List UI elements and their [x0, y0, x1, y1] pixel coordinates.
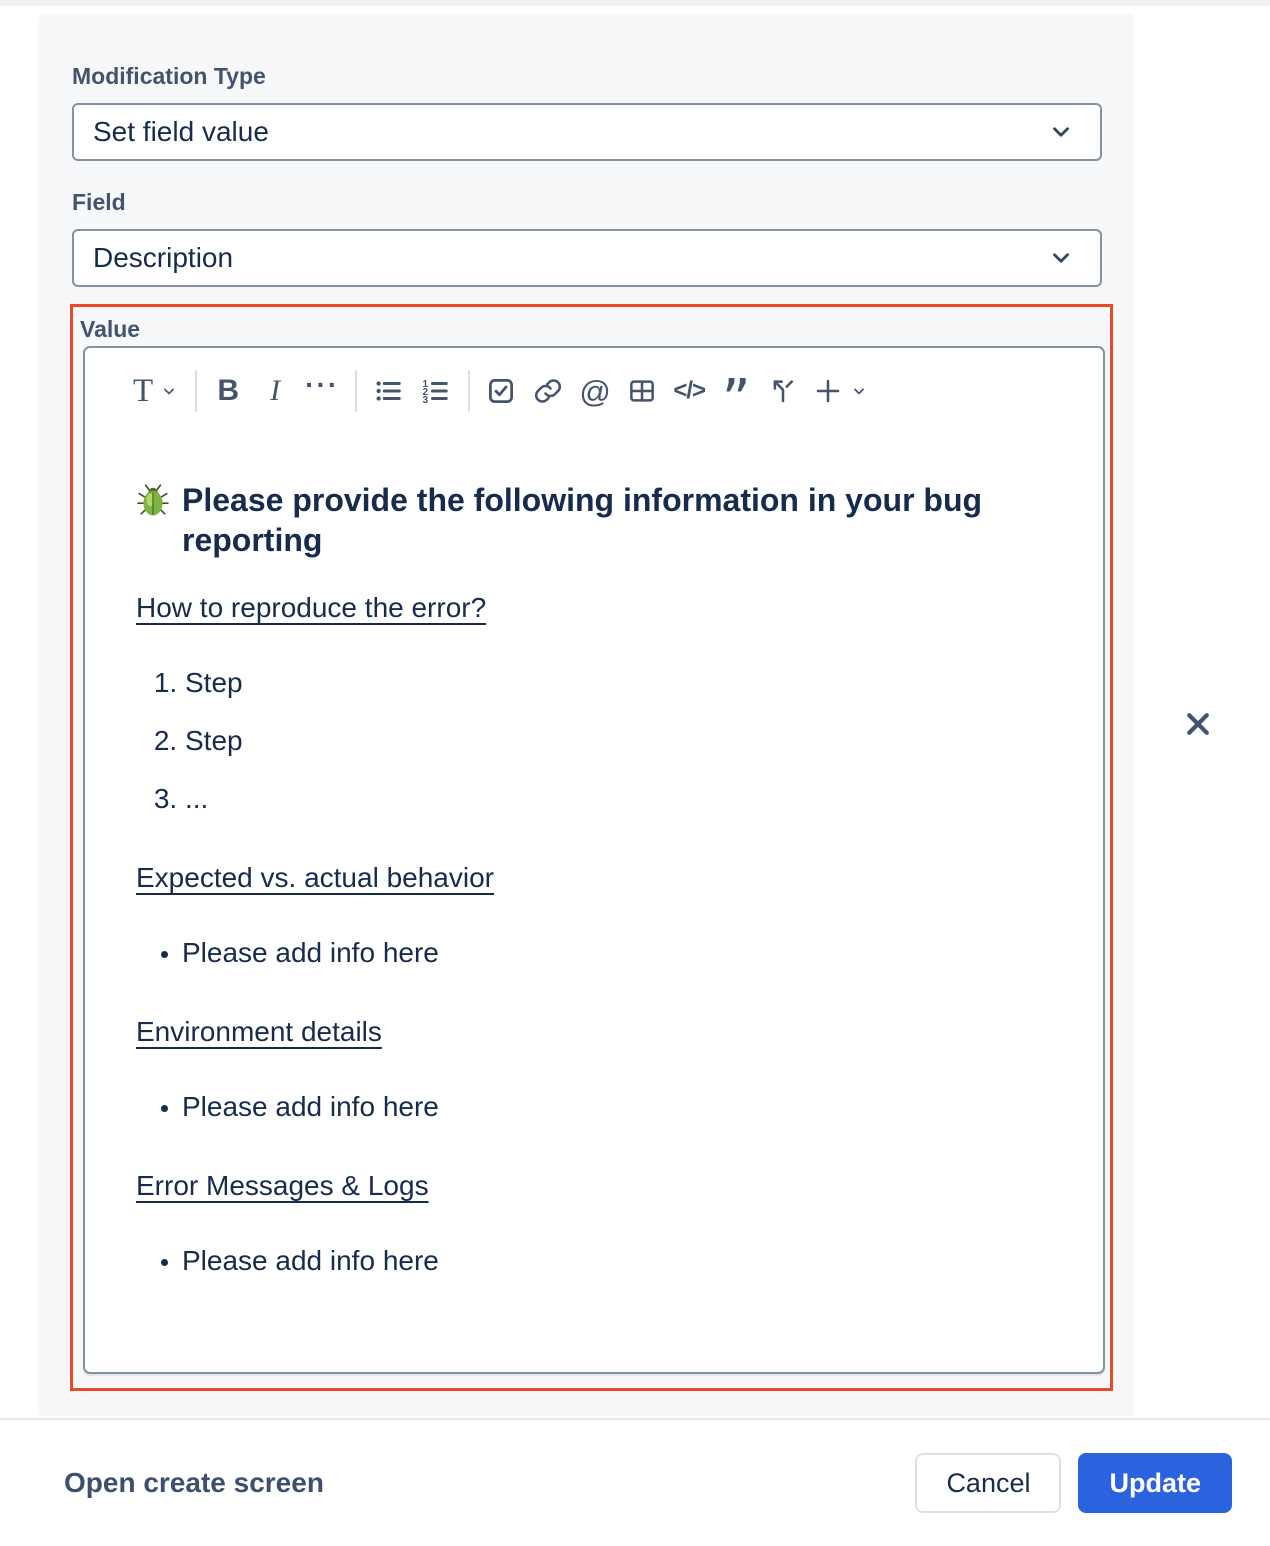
modification-type-select[interactable]: [72, 103, 1102, 161]
toolbar-divider: [195, 370, 197, 412]
text-style-icon: T: [133, 372, 154, 409]
chevron-down-icon: [159, 381, 179, 401]
editor-content-area[interactable]: [85, 414, 1103, 1278]
mention-icon: @: [579, 373, 611, 409]
editor-heading-text: Please provide the following information in your bug reporting: [182, 482, 983, 558]
bold-icon: B: [217, 374, 239, 407]
svg-text:2: 2: [422, 386, 429, 398]
editor-toolbar: [85, 348, 1103, 433]
list-item: • Please add info here: [182, 936, 1057, 970]
link-icon: [533, 376, 563, 406]
bullet-list-button[interactable]: [371, 370, 405, 412]
table-icon: [627, 376, 657, 406]
modification-type-value: Set field value: [93, 116, 269, 147]
bullet-list-icon: [373, 376, 403, 406]
editor-heading: [136, 480, 1036, 560]
insert-more-button[interactable]: [813, 370, 869, 412]
quote-button[interactable]: [719, 367, 753, 433]
list-item: • Please add info here: [182, 1090, 1057, 1124]
list-item: 3. ...: [185, 782, 1057, 816]
decision-button[interactable]: [766, 370, 800, 412]
bug-emoji-icon: [136, 483, 170, 563]
decision-icon: [768, 376, 798, 406]
update-button[interactable]: Update: [1078, 1453, 1232, 1513]
top-divider: [0, 0, 1270, 6]
italic-icon: I: [270, 374, 281, 407]
numbered-list-button[interactable]: [418, 370, 452, 412]
ordered-list: [136, 666, 1057, 816]
modification-type-label: Modification Type: [72, 63, 266, 89]
italic-button[interactable]: [258, 370, 292, 412]
section-title: Error Messages & Logs: [136, 1170, 429, 1201]
more-formatting-icon: ···: [305, 369, 340, 400]
section-title: Environment details: [136, 1016, 382, 1047]
link-button[interactable]: [531, 370, 565, 412]
plus-icon: [813, 376, 843, 406]
code-icon: </>: [673, 377, 706, 404]
quote-icon: ”: [721, 367, 751, 433]
section-title: How to reproduce the error?: [136, 592, 487, 623]
section-title: Expected vs. actual behavior: [136, 862, 494, 893]
field-select[interactable]: [72, 229, 1102, 287]
chevron-down-icon: [849, 381, 869, 401]
bullet-list: [136, 1090, 1057, 1124]
list-item: 1. Step: [185, 666, 1057, 700]
bold-button[interactable]: [211, 370, 245, 412]
text-style-button[interactable]: [133, 370, 179, 412]
list-item: • Please add info here: [182, 1244, 1057, 1278]
svg-text:3: 3: [422, 394, 429, 406]
footer-bar: [0, 1418, 1270, 1546]
value-section-highlight: [70, 304, 1113, 1391]
list-item: 2. Step: [185, 724, 1057, 758]
close-button[interactable]: [1176, 702, 1220, 746]
svg-text:1: 1: [422, 378, 429, 390]
bullet-list: [136, 1244, 1057, 1278]
toolbar-divider: [355, 370, 357, 412]
rule-action-panel: [38, 14, 1134, 1416]
rich-text-editor: [83, 346, 1105, 1374]
numbered-list-icon: [420, 376, 450, 406]
field-label: Field: [72, 189, 126, 215]
open-create-screen-link[interactable]: Open create screen: [64, 1467, 324, 1498]
table-button[interactable]: [625, 370, 659, 412]
field-value: Description: [93, 242, 234, 273]
value-label: Value: [80, 316, 141, 342]
task-checkbox-icon: [486, 376, 516, 406]
cancel-button[interactable]: Cancel: [915, 1453, 1061, 1513]
footer-actions: [915, 1453, 1232, 1513]
more-formatting-button[interactable]: [305, 370, 339, 412]
chevron-down-icon: [1048, 119, 1074, 145]
toolbar-divider: [468, 370, 470, 412]
task-list-button[interactable]: [484, 370, 518, 412]
chevron-down-icon: [1048, 245, 1074, 271]
mention-button[interactable]: [578, 370, 612, 412]
code-block-button[interactable]: [672, 370, 706, 412]
close-icon: [1183, 709, 1213, 739]
bullet-list: [136, 936, 1057, 970]
